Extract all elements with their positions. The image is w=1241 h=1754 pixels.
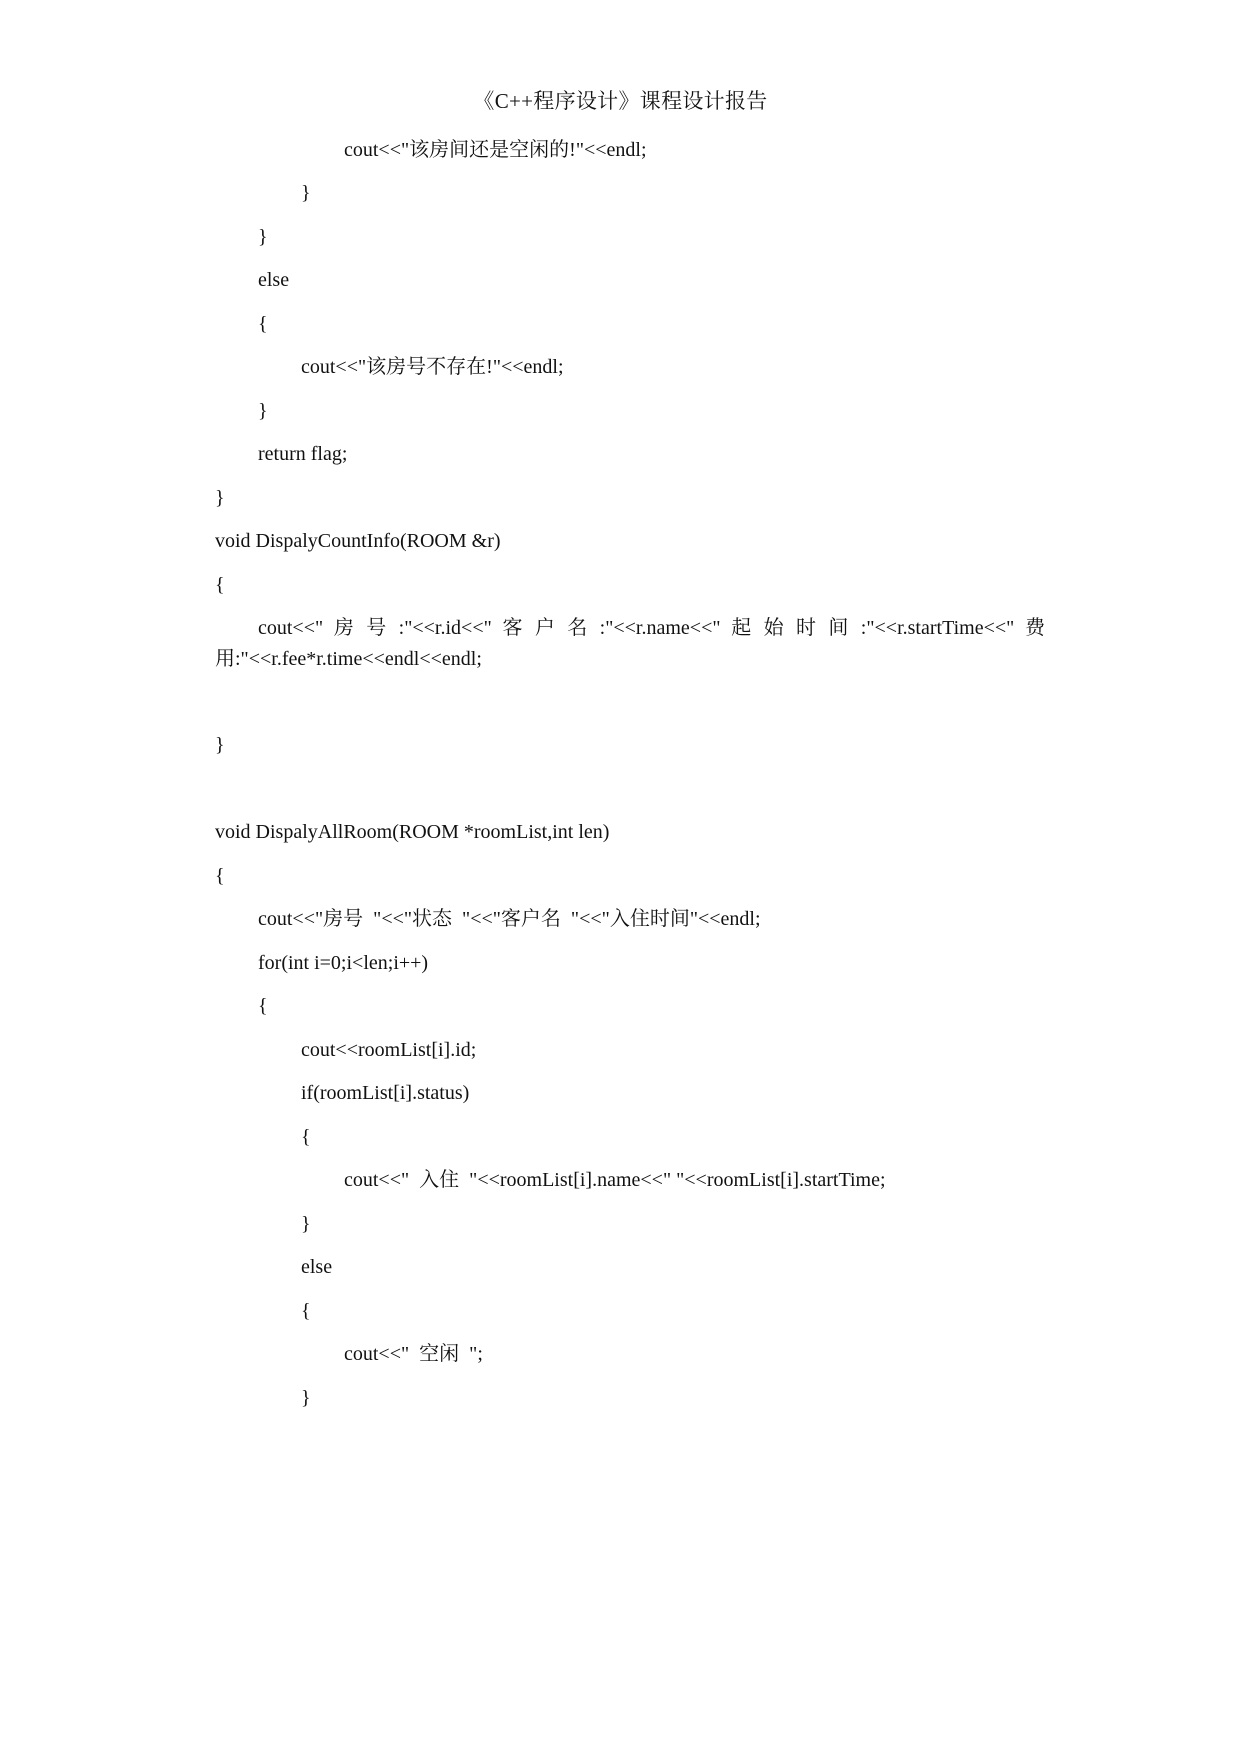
page-header-title: 《C++程序设计》课程设计报告 xyxy=(473,89,768,113)
code-line: return flag; xyxy=(258,443,348,465)
code-line: } xyxy=(301,182,311,204)
code-line: else xyxy=(301,1256,333,1278)
code-line: { xyxy=(215,574,225,596)
code-wrapped-line xyxy=(215,613,1045,675)
code-line: { xyxy=(258,995,268,1017)
code-line: cout<<" 空闲 "; xyxy=(344,1343,483,1365)
code-line: else xyxy=(258,269,290,291)
code-line: { xyxy=(301,1126,311,1148)
code-line: } xyxy=(215,734,225,756)
code-line: cout<<" 入住 "<<roomList[i].name<<" "<<roomList[i].startTime; xyxy=(344,1169,886,1191)
code-line: cout<<"该房号不存在!"<<endl; xyxy=(301,356,564,378)
code-line: cout<<roomList[i].id; xyxy=(301,1039,477,1061)
code-line: void DispalyCountInfo(ROOM &r) xyxy=(215,530,501,552)
code-line: { xyxy=(301,1300,311,1322)
code-line: { xyxy=(215,865,225,887)
code-line: 用:"<<r.fee*r.time<<endl<<endl; xyxy=(215,648,482,670)
code-line: cout<<"房号 "<<"状态 "<<"客户名 "<<"入住时间"<<endl; xyxy=(258,908,761,930)
code-line: { xyxy=(258,313,268,335)
code-line: void DispalyAllRoom(ROOM *roomList,int len) xyxy=(215,821,610,843)
code-line: for(int i=0;i<len;i++) xyxy=(258,952,429,974)
code-line: } xyxy=(258,400,268,422)
code-line: cout<<"该房间还是空闲的!"<<endl; xyxy=(344,139,647,161)
code-line: } xyxy=(215,487,225,509)
code-line: } xyxy=(258,226,268,248)
code-line: } xyxy=(301,1387,311,1409)
code-line: } xyxy=(301,1213,311,1235)
code-line: if(roomList[i].status) xyxy=(301,1082,470,1104)
code-line: cout<<" 房 号 :"<<r.id<<" 客 户 名 :"<<r.name<<" 起 始 时 间 :"<<r.startTime<<" 费 xyxy=(258,617,1045,639)
